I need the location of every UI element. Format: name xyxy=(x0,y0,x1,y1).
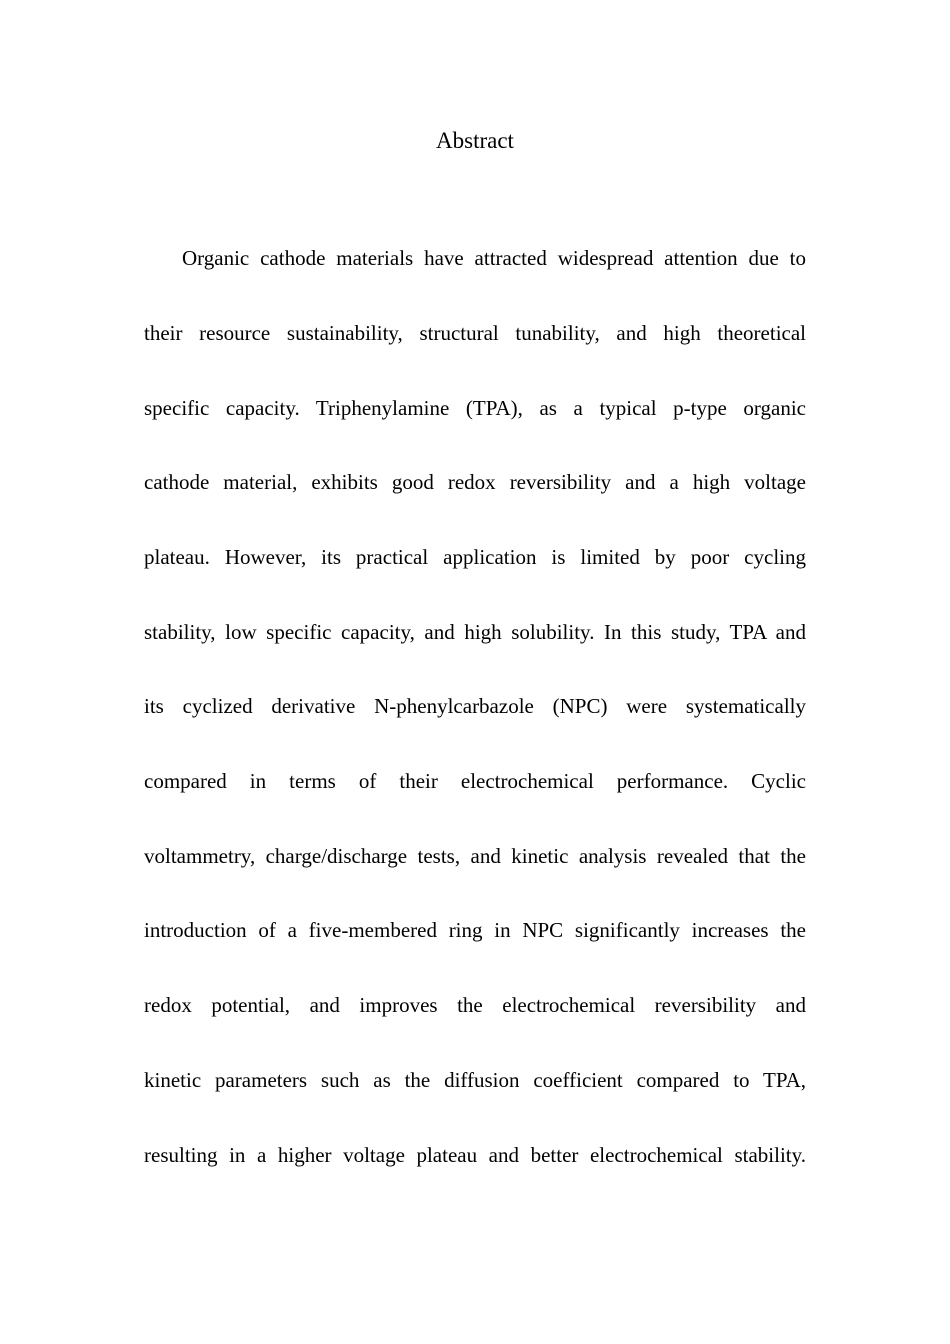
paragraph-line: resulting in a higher voltage plateau and better electrochemical stability. xyxy=(144,1143,806,1167)
paragraph-line: specific capacity. Triphenylamine (TPA), as a typical p-type organic xyxy=(144,396,806,420)
paragraph-line: redox potential, and improves the electrochemical reversibility and xyxy=(144,993,806,1017)
paragraph-line: Organic cathode materials have attracted widespread attention due to xyxy=(182,246,806,270)
paragraph-line: stability, low specific capacity, and high solubility. In this study, TPA and xyxy=(144,620,806,644)
paragraph-line: cathode material, exhibits good redox reversibility and a high voltage xyxy=(144,470,806,494)
paragraph-line: their resource sustainability, structural tunability, and high theoretical xyxy=(144,321,806,345)
abstract-title: Abstract xyxy=(436,128,514,153)
paragraph-line: kinetic parameters such as the diffusion coefficient compared to TPA, xyxy=(144,1068,806,1092)
paragraph-line: plateau. However, its practical application is limited by poor cycling xyxy=(144,545,806,569)
paragraph-line: compared in terms of their electrochemical performance. Cyclic xyxy=(144,769,806,793)
paragraph-line: voltammetry, charge/discharge tests, and kinetic analysis revealed that the xyxy=(144,844,806,868)
paragraph-line: introduction of a five-membered ring in NPC significantly increases the xyxy=(144,918,806,942)
paragraph-line: its cyclized derivative N-phenylcarbazole (NPC) were systematically xyxy=(144,694,806,718)
